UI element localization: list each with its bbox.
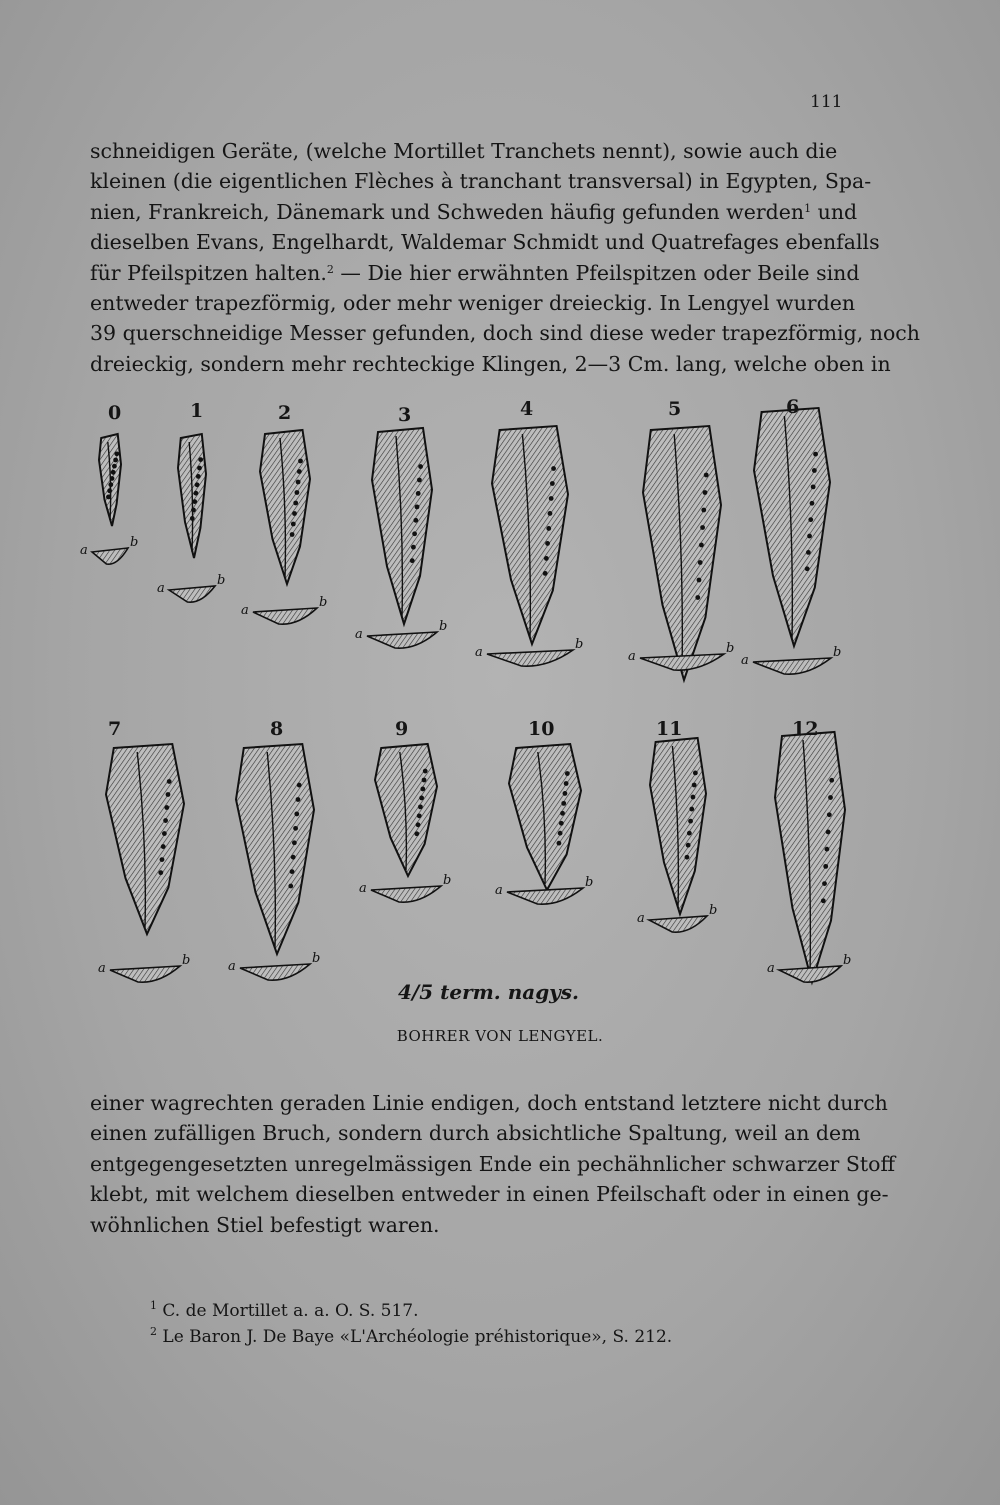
text-line: nien, Frankreich, Dänemark und Schweden häufig gefunden werden$^1$ und — [90, 199, 858, 224]
point-label-a: a — [80, 543, 88, 558]
footnote-1: $^1$ C. de Mortillet a. a. O. S. 517. — [150, 1299, 419, 1321]
figure-number: 5 — [668, 398, 682, 420]
point-label-a: a — [637, 911, 645, 926]
point-label-a: a — [241, 603, 249, 618]
point-label-b: b — [833, 645, 842, 660]
flint-tool-drawing — [767, 732, 851, 982]
text-line: dieselben Evans, Engelhardt, Waldemar Schmidt und Quatrefages ebenfalls — [90, 230, 880, 255]
figure-number: 11 — [656, 718, 683, 740]
point-label-b: b — [319, 595, 328, 610]
figure-number: 1 — [190, 400, 204, 422]
point-label-b: b — [439, 619, 448, 634]
footnote-ref-2: 2 — [326, 262, 334, 276]
figure-number: 7 — [108, 718, 122, 740]
point-label-a: a — [157, 581, 165, 596]
text-line: dreieckig, sondern mehr rechteckige Klingen, 2—3 Cm. lang, welche oben in — [90, 351, 891, 376]
paragraph-bottom — [90, 1088, 896, 1240]
flint-tool-drawing — [495, 744, 593, 904]
figure-number: 10 — [528, 718, 555, 740]
point-label-b: b — [585, 875, 594, 890]
figure-number: 0 — [108, 402, 122, 424]
point-label-b: b — [443, 873, 452, 888]
page-number: 111 — [810, 92, 843, 112]
flint-tool-drawing — [637, 738, 717, 932]
figure-number: 12 — [792, 718, 819, 740]
paragraph-top — [90, 136, 920, 379]
point-label-a: a — [628, 649, 636, 664]
text-line: entweder trapezförmig, oder mehr weniger dreieckig. In Lengyel wurden — [90, 291, 856, 316]
point-label-b: b — [709, 903, 718, 918]
point-label-b: b — [312, 951, 321, 966]
point-label-a: a — [355, 627, 363, 642]
point-label-b: b — [575, 637, 584, 652]
point-label-b: b — [726, 641, 735, 656]
flint-tool-drawing — [241, 430, 327, 624]
figure-scale-note: 4/5 term. nagys. — [398, 980, 580, 1004]
text-line: wöhnlichen Stiel befestigt waren. — [90, 1212, 440, 1237]
point-label-a: a — [741, 653, 749, 668]
text-line: entgegengesetzten unregelmässigen Ende ein pechähnlicher schwarzer Stoff — [90, 1151, 896, 1176]
text-line: für Pfeilspitzen halten.$^2$ — Die hier erwähnten Pfeilspitzen oder Beile sind — [90, 260, 860, 285]
point-label-b: b — [843, 953, 852, 968]
footnotes — [150, 1298, 830, 1350]
footnote-2: $^2$ Le Baron J. De Baye «L'Archéologie préhistorique», S. 212. — [150, 1325, 673, 1347]
figure-number: 4 — [520, 398, 534, 420]
text-line: einer wagrechten geraden Linie endigen, doch entstand letztere nicht durch — [90, 1091, 888, 1115]
point-label-a: a — [98, 961, 106, 976]
footnote-ref-1: 1 — [804, 201, 812, 215]
figure-number: 2 — [278, 402, 292, 424]
point-label-b: b — [217, 573, 226, 588]
point-label-a: a — [767, 961, 775, 976]
point-label-b: b — [130, 535, 139, 550]
figure-caption: BOHRER VON LENGYEL. — [396, 1027, 604, 1045]
point-label-b: b — [182, 953, 191, 968]
flint-tool-drawing — [98, 744, 190, 982]
figure-flint-tools — [80, 390, 860, 1010]
flint-tool-drawing — [228, 744, 320, 980]
figure-number: 3 — [398, 404, 412, 426]
point-label-a: a — [475, 645, 483, 660]
flint-tool-drawing — [475, 426, 583, 666]
figure-number: 8 — [270, 718, 284, 740]
flint-tool-drawing — [741, 408, 841, 674]
point-label-a: a — [495, 883, 503, 898]
figure-number: 9 — [395, 718, 409, 740]
point-label-a: a — [228, 959, 236, 974]
flint-tool-drawing — [628, 426, 734, 680]
text-line: einen zufälligen Bruch, sondern durch absichtliche Spaltung, weil an dem — [90, 1121, 861, 1146]
flint-tool-drawing — [80, 434, 138, 564]
flint-tool-drawing — [359, 744, 451, 902]
flint-drawings — [80, 390, 860, 1010]
flint-tool-drawing — [355, 428, 447, 648]
text-line: klebt, mit welchem dieselben entweder in einen Pfeilschaft oder in einen ge- — [90, 1182, 889, 1207]
text-line: 39 querschneidige Messer gefunden, doch sind diese weder trapezförmig, noch — [90, 321, 920, 346]
text-line: schneidigen Geräte, (welche Mortillet Tranchets nennt), sowie auch die — [90, 139, 838, 163]
figure-number: 6 — [786, 396, 800, 418]
point-label-a: a — [359, 881, 367, 896]
text-line: kleinen (die eigentlichen Flèches à tranchant transversal) in Egypten, Spa- — [90, 169, 872, 194]
flint-tool-drawing — [157, 434, 225, 602]
